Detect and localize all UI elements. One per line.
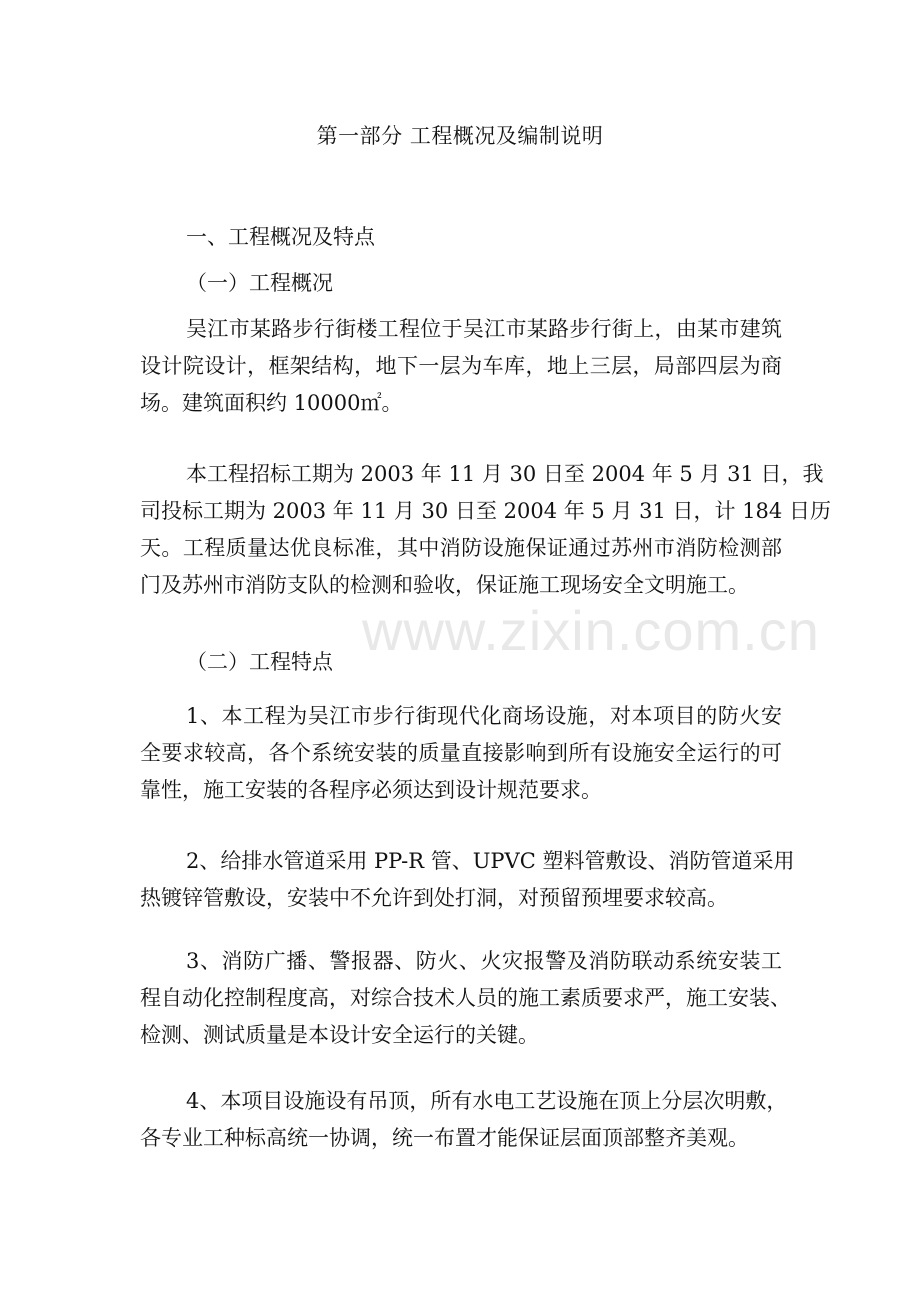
paragraph-project-overview <box>140 311 782 422</box>
paragraph-schedule-quality <box>140 456 831 604</box>
text-line: 全要求较高，各个系统安装的质量直接影响到所有设施安全运行的可 <box>140 741 782 765</box>
text-line: 3、消防广播、警报器、防火、火灾报警及消防联动系统安装工 <box>186 949 782 973</box>
subsection-heading-features: （二）工程特点 <box>186 650 333 674</box>
feature-item-2 <box>140 843 795 917</box>
text-line: 本工程招标工期为 2003 年 11 月 30 日至 2004 年 5 月 31 日，我 <box>186 462 824 486</box>
text-line: 各专业工种标高统一协调，统一布置才能保证层面顶部整齐美观。 <box>140 1126 749 1150</box>
text-line: 检测、测试质量是本设计安全运行的关键。 <box>140 1023 539 1047</box>
feature-item-3 <box>140 943 791 1054</box>
text-line: 天。工程质量达优良标准，其中消防设施保证通过苏州市消防检测部 <box>140 536 782 560</box>
feature-item-1 <box>140 698 782 809</box>
text-line: 热镀锌管敷设，安装中不允许到处打洞，对预留预埋要求较高。 <box>140 886 728 910</box>
document-title: 第一部分 工程概况及编制说明 <box>316 124 604 148</box>
section-heading-overview: 一、工程概况及特点 <box>186 225 375 249</box>
text-line: 场。建筑面积约 10000㎡。 <box>140 391 403 415</box>
text-line: 吴江市某路步行街楼工程位于吴江市某路步行街上，由某市建筑 <box>186 317 782 341</box>
subsection-heading-overview: （一）工程概况 <box>186 271 333 295</box>
text-line: 设计院设计，框架结构，地下一层为车库，地上三层，局部四层为商 <box>140 354 782 378</box>
text-line: 靠性，施工安装的各程序必须达到设计规范要求。 <box>140 778 602 802</box>
feature-item-4 <box>140 1083 788 1157</box>
watermark-text: www.zixin.com.cn <box>362 599 820 662</box>
text-line: 司投标工期为 2003 年 11 月 30 日至 2004 年 5 月 31 日，计 184 日历 <box>140 499 831 523</box>
text-line: 2、给排水管道采用 PP-R 管、UPVC 塑料管敷设、消防管道采用 <box>186 849 795 873</box>
text-line: 1、本工程为吴江市步行街现代化商场设施，对本项目的防火安 <box>186 704 782 728</box>
text-line: 程自动化控制程度高，对综合技术人员的施工素质要求严，施工安装、 <box>140 986 791 1010</box>
text-line: 4、本项目设施设有吊顶，所有水电工艺设施在顶上分层次明敷， <box>186 1089 788 1113</box>
text-line: 门及苏州市消防支队的检测和验收，保证施工现场安全文明施工。 <box>140 573 749 597</box>
